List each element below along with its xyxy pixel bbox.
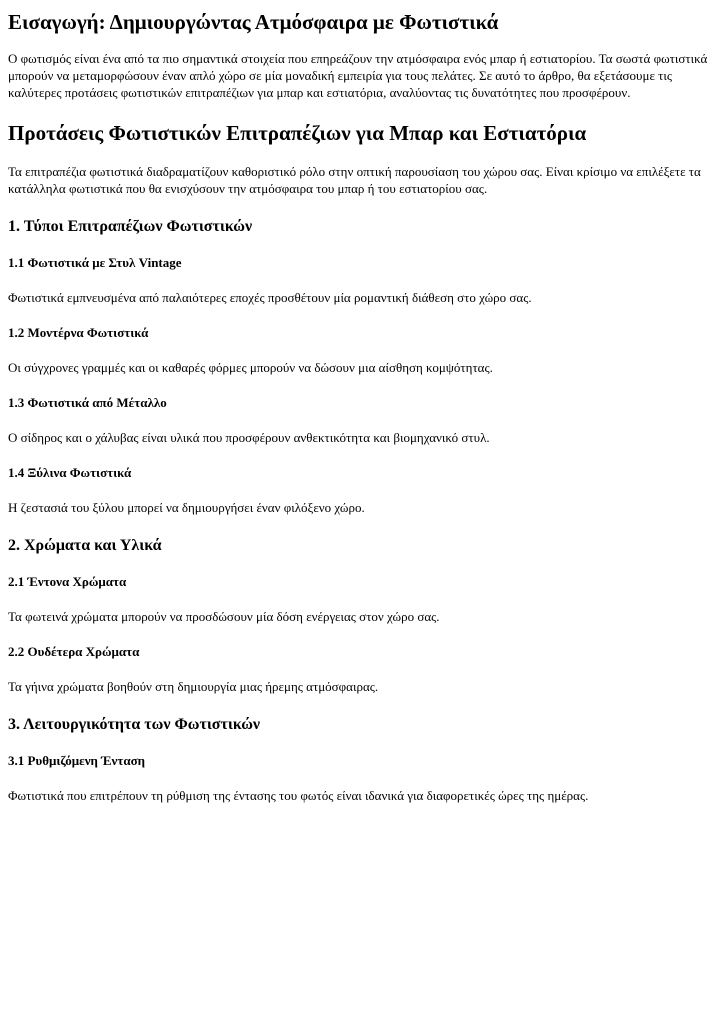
section-title: Προτάσεις Φωτιστικών Επιτραπέζιων για Μπαρ και Εστιατόρια [8,121,587,145]
heading-dimmable: 3.1 Ρυθμιζόμενη Ένταση [8,753,146,768]
paragraph-dimmable: Φωτιστικά που επιτρέπουν τη ρύθμιση της έντασης του φωτός είναι ιδανικά για διαφορετικές ώρες της ημέρας. [8,788,589,803]
heading-colors-materials: 2. Χρώματα και Υλικά [8,537,162,554]
paragraph-vintage: Φωτιστικά εμπνευσμένα από παλαιότερες εποχές προσθέτουν μία ρομαντική διάθεση στο χώρο σας. [8,290,532,305]
paragraph-modern: Οι σύγχρονες γραμμές και οι καθαρές φόρμες μπορούν να δώσουν μια αίσθηση κομψότητας. [8,360,493,375]
heading-vintage: 1.1 Φωτιστικά με Στυλ Vintage [8,255,182,270]
heading-wood: 1.4 Ξύλινα Φωτιστικά [8,465,132,480]
paragraph-neutral-colors: Τα γήινα χρώματα βοηθούν στη δημιουργία μιας ήρεμης ατμόσφαιρας. [8,679,379,694]
heading-functionality: 3. Λειτουργικότητα των Φωτιστικών [8,716,261,733]
heading-lamp-types: 1. Τύποι Επιτραπέζιων Φωτιστικών [8,218,253,235]
paragraph-bright-colors: Τα φωτεινά χρώματα μπορούν να προσδώσουν μία δόση ενέργειας στον χώρο σας. [8,609,440,624]
paragraph-wood: Η ζεστασιά του ξύλου μπορεί να δημιουργήσει έναν φιλόξενο χώρο. [8,500,365,515]
paragraph-metal: Ο σίδηρος και ο χάλυβας είναι υλικά που προσφέρουν ανθεκτικότητα και βιομηχανικό στυλ. [8,430,490,445]
page-title: Εισαγωγή: Δημιουργώντας Ατμόσφαιρα με Φωτιστικά [8,10,499,34]
heading-modern: 1.2 Μοντέρνα Φωτιστικά [8,325,149,340]
section-intro-paragraph: Τα επιτραπέζια φωτιστικά διαδραματίζουν καθοριστικό ρόλο στην οπτική παρουσίαση του χώρου σας. Είναι κρίσιμο να επιλέξετε τα κατάλληλα φωτιστικά που θα ενισχύσουν την ατμόσφαιρα του μπαρ ή του εστιατορίου σας. [8,164,701,196]
heading-neutral-colors: 2.2 Ουδέτερα Χρώματα [8,644,140,659]
article [0,10,720,804]
intro-paragraph: Ο φωτισμός είναι ένα από τα πιο σημαντικά στοιχεία που επηρεάζουν την ατμόσφαιρα ενός μπαρ ή εστιατορίου. Τα σωστά φωτιστικά μπορούν να μεταμορφώσουν έναν απλό χώρο σε μία μοναδική εμπειρία για τους πελάτες. Σε αυτό το άρθρο, θα εξετάσουμε τις καλύτερες προτάσεις φωτιστικών επιτραπέζιων για μπαρ και εστιατόρια, αναλύοντας τις δυνατότητες που προσφέρουν. [8,51,708,100]
heading-bright-colors: 2.1 Έντονα Χρώματα [8,574,127,589]
heading-metal: 1.3 Φωτιστικά από Μέταλλο [8,395,167,410]
